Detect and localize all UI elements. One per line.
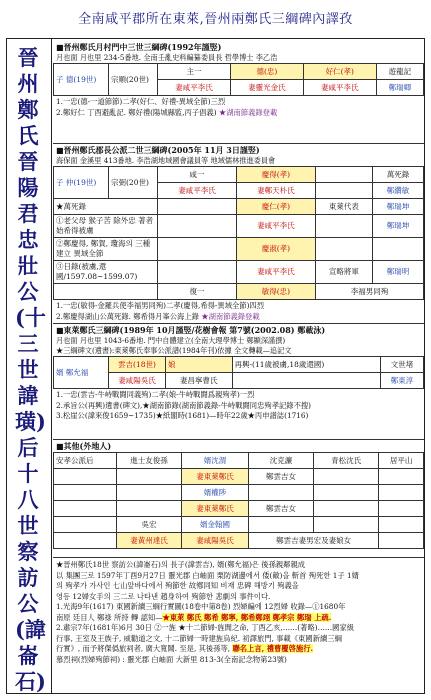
note-text: 2.鄭慶得湖山公萬死錄. 鄭希得月峯公海上錄	[56, 311, 199, 321]
table-cell	[158, 199, 237, 215]
table-cell	[372, 238, 423, 261]
table-cell: 妻靈光金氏	[230, 80, 303, 96]
table-cell: 宗順(20世)	[109, 64, 158, 96]
history-line	[56, 644, 421, 655]
table-cell: 再興-(11歲被虜,18歲還國)	[232, 357, 380, 373]
table-cell: 鄭雲吉女	[249, 469, 314, 485]
table-cell: 慶得(孝)	[236, 167, 315, 183]
table-cell: 主一	[158, 64, 231, 80]
table-cell: 妻咸平李氏	[236, 261, 315, 284]
table-cell: 德(忠)	[230, 64, 303, 80]
note-highlight: ★湖南節義錄登載	[218, 107, 278, 117]
table-cell: 遊龍記	[376, 64, 423, 80]
note-line	[56, 108, 421, 119]
section-subtitle: 月也面 月也里 234-5番地. 全南壬亂史料編纂委員長 哲學博士 李乙浩	[56, 53, 278, 62]
table-cell: ②鄭慶得, 鄭賀, 瓊海의 三種建立 異域全節	[54, 238, 158, 261]
table-cell	[249, 517, 314, 533]
table-cell: 宣略將軍	[315, 261, 372, 284]
section-subtitle: ★三綱碑文(遺書):東萊鄭氏奉事公派譜(1984年刊)依據 全文轉載—追記文	[56, 346, 292, 355]
section-wolchon-monument	[53, 41, 424, 119]
section-notes	[53, 300, 424, 323]
history-highlight: ★東萊 鄭氏 鄭希 鄭寧, 鄭希鄭翊 鄭孝宗 鄭瑞 上疏.	[162, 612, 332, 622]
genealogy-table	[53, 356, 424, 389]
content-area	[53, 39, 424, 693]
table-cell: 鄭東淳	[380, 373, 423, 389]
table-cell	[117, 485, 182, 501]
table-cell: 妻東萊鄭氏	[182, 469, 249, 485]
history-line: 영등 12婦女手의 三二로 나타낸 趙身하여 殉節한 悲劇의 事件이다.	[56, 591, 271, 601]
table-cell	[117, 469, 182, 485]
table-cell: 青松沈氏	[314, 453, 379, 469]
table-cell: 妻咸平李氏	[303, 80, 376, 96]
table-cell: 慶仁(孝)	[236, 199, 315, 215]
table-cell	[315, 238, 372, 261]
table-cell	[379, 501, 424, 517]
table-cell: 婿權陟	[182, 485, 249, 501]
table-cell	[158, 261, 237, 284]
table-cell: 吳宏	[117, 517, 182, 533]
table-cell: 復一	[158, 284, 237, 300]
table-cell: 宗弼(20世)	[109, 167, 158, 199]
table-cell: 鄭瑞明	[372, 261, 423, 284]
table-cell: 妻昌寧曹氏	[166, 373, 233, 389]
table-cell: ①老父母 猴子苦 除外忠 著者始希得被虜	[54, 215, 158, 238]
table-cell	[54, 533, 117, 549]
section-other-families	[53, 439, 424, 549]
table-cell: 安孝公派后	[54, 453, 117, 469]
table-cell	[379, 485, 424, 501]
table-cell	[379, 517, 424, 533]
table-cell: ③日錄(被虜,還國/1597.08~1599.07)	[54, 261, 158, 284]
table-cell	[158, 215, 237, 238]
table-cell	[117, 501, 182, 517]
table-cell: 子 仲(19世)	[54, 167, 109, 199]
history-line: ★晉州鄭氏18世 察訪公(諱崙石)의 長子(諱雲吉), 婿(鄭允福)은 後孫親鄰親成	[56, 560, 306, 569]
table-cell	[379, 533, 424, 549]
table-cell: 進士友俊孫	[117, 453, 182, 469]
section-notes	[53, 96, 424, 119]
history-line: 2.肅宗7年(1681年)6月 30日 ②一旌 ★十二節婦-旌閭之命, 丁酉乙亥,……(著略)……國家級	[56, 623, 355, 632]
table-cell	[314, 485, 379, 501]
table-cell	[315, 215, 372, 238]
table-cell: ★萬死錄	[54, 199, 158, 215]
table-cell: 慶淑(孝)	[236, 238, 315, 261]
table-cell: 鄭瑞卿	[376, 80, 423, 96]
section-kunjang-monument	[53, 143, 424, 323]
table-cell	[158, 238, 237, 261]
history-line: 慕烈祠(烈婦殉節祠) : 靈光郡 白岫面 大新里 813-3(全南記念物第23號)	[56, 654, 287, 664]
table-cell: 妻咸平李氏	[158, 80, 231, 96]
table-cell: 鄭瑞坤	[372, 215, 423, 238]
section-header: ■東萊鄭氏三綱碑(1989年 10月謹竪/花樹會報 第7號(2002.08) 鄭載泳)	[56, 325, 326, 335]
table-cell: 鄭瑞坤	[372, 199, 423, 215]
other-families-table	[53, 452, 424, 549]
table-cell: 妻咸平李氏	[158, 183, 237, 199]
history-line: 以 集團三로 1597年丁酉9月27日 靈光郡 白岫面 栗防湖邊에서 倭(敵)을 斬首 殉死한 1子 1婿	[56, 570, 359, 580]
section-dongnae-monument	[53, 323, 424, 423]
table-cell: 居平山	[379, 453, 424, 469]
table-cell: 李福男同殉	[315, 284, 423, 300]
table-cell	[379, 469, 424, 485]
table-cell: 雲吉(18世)	[109, 357, 166, 373]
document-frame	[6, 38, 425, 694]
table-cell	[315, 167, 372, 183]
table-cell: 子 德(19世)	[54, 64, 109, 96]
note-line	[56, 312, 421, 323]
note-line: 3.松崖公(諱來俊1659~1735)★紙閣時(1681)—時年22歲★丙申譜誌(1716)	[56, 411, 309, 420]
section-subtitle: 月也面 月也里 1043-6番地. 門中自體建立(全南大理學博士 鄭顯深謹撰)	[56, 336, 286, 345]
table-cell: 妻黃州達氏	[117, 533, 182, 549]
table-cell	[232, 373, 380, 389]
table-cell: 婿 鄭允福	[54, 357, 109, 389]
table-cell: 萬死錄	[372, 167, 423, 183]
table-cell: 妻咸陽吳氏	[182, 533, 249, 549]
note-line: 1.一忠(雲吉-牛峙戰闘同義殉)二孝(娘-牛峙戰闘爲親殉孝)一烈	[56, 390, 255, 399]
history-line: 行事, 王室及王族子, 威勸道之文, 十二節婦一時建旌烏紀. 初譯旅門, 事載《東國新續三綱	[56, 633, 342, 643]
table-cell: 東萊代表	[315, 199, 372, 215]
genealogy-table	[53, 63, 424, 96]
table-cell: 沈克濂	[249, 453, 314, 469]
history-line: 1.光海9年(1617) 東國新續三綱行實圖(18卷中第8卷) 烈婦編에 12烈婦 收錄—①1680年	[56, 602, 346, 611]
table-cell: 妻鄭天朴氏	[236, 183, 315, 199]
table-cell: 妻東萊鄭氏	[182, 501, 249, 517]
page-title: 全南咸平郡所在東萊,晉州兩鄭氏三綱碑內譯孜	[78, 12, 353, 27]
table-cell	[54, 284, 158, 300]
history-highlight: 聯名上言, 禮曹覆啓施行.	[232, 644, 314, 653]
table-cell	[54, 485, 117, 501]
table-cell: 鄭纘敏	[372, 183, 423, 199]
note-line: 1.一忠(敏得-金羅兵使李福男同殉)二孝(慶得,希得-異域全節)四烈	[56, 301, 265, 310]
table-cell	[249, 485, 314, 501]
note-text: 2.鄭好仁 丁酉避亂記. 鄭好禮(陽城縣監,丙子倡義)	[56, 107, 217, 117]
table-cell	[54, 501, 117, 517]
table-cell	[314, 469, 379, 485]
table-cell	[314, 517, 379, 533]
table-cell: 鄭雲吉女	[249, 501, 314, 517]
genealogy-table	[53, 166, 424, 300]
vertical-title: 晉州鄭氏晉陽君忠壯公(十三世諱璜)后十八世察訪公(諱崙石)	[15, 45, 46, 694]
section-header: ■晉州鄭氏郡長公派二世三綱碑(2005年 11月 3日謹竪)	[56, 145, 260, 155]
note-highlight: ★湖南節義錄登載	[201, 311, 260, 321]
note-line: 1.一忠(德-一道節節)二孝(好仁、好禮-異域全節)三烈	[56, 97, 226, 106]
table-cell: 婿金翰國	[182, 517, 249, 533]
table-cell: 妻咸陽吳氏	[109, 373, 166, 389]
note-line: 2.承旨公(再興)遺書(碑文),★湖南節錄(湖南節義錄-牛峙戰闘同忠殉孝記錄不搜)	[56, 400, 312, 410]
table-cell: 敏得(忠)	[236, 284, 315, 300]
vertical-title-column	[7, 39, 52, 693]
table-cell	[315, 183, 372, 199]
table-cell: 鄭雲吉妻男宏及妻娘女	[249, 533, 379, 549]
history-text: 行實》, 而予將傑僞旅祠者, 廣大寬鬧. 至是, 其後孫等,	[56, 644, 233, 653]
table-cell: 好仁(孝)	[303, 64, 376, 80]
section-header: ■晉州鄭氏月村門中三世三綱碑(1992年謹竪)	[56, 42, 222, 52]
history-text: 南原 廷目人 鄭祿 所持 轉 認知—	[56, 612, 163, 622]
table-cell	[54, 469, 117, 485]
section-subtitle: 海保面 金溪里 413番地. 李浩湖地域國會議員等 地域儒林推進委員會	[56, 156, 276, 165]
table-cell	[314, 501, 379, 517]
table-cell: 咸一	[158, 167, 237, 183]
table-cell: 婿沈渭	[182, 453, 249, 469]
section-notes	[53, 389, 424, 423]
table-cell: 妻咸平李氏	[236, 215, 315, 238]
section-header: ■其他(外地人)	[56, 441, 112, 451]
table-cell	[54, 517, 117, 533]
history-line: 의 殉孝가 가사인 七山앞바다에서 殉節한 故鄕同知 비재 忠碑 해방기 殉義을	[56, 581, 299, 590]
table-cell: 娘	[166, 357, 233, 373]
table-cell: 文世堵	[380, 357, 423, 373]
history-line	[56, 613, 421, 624]
section-history-notes	[53, 557, 424, 667]
